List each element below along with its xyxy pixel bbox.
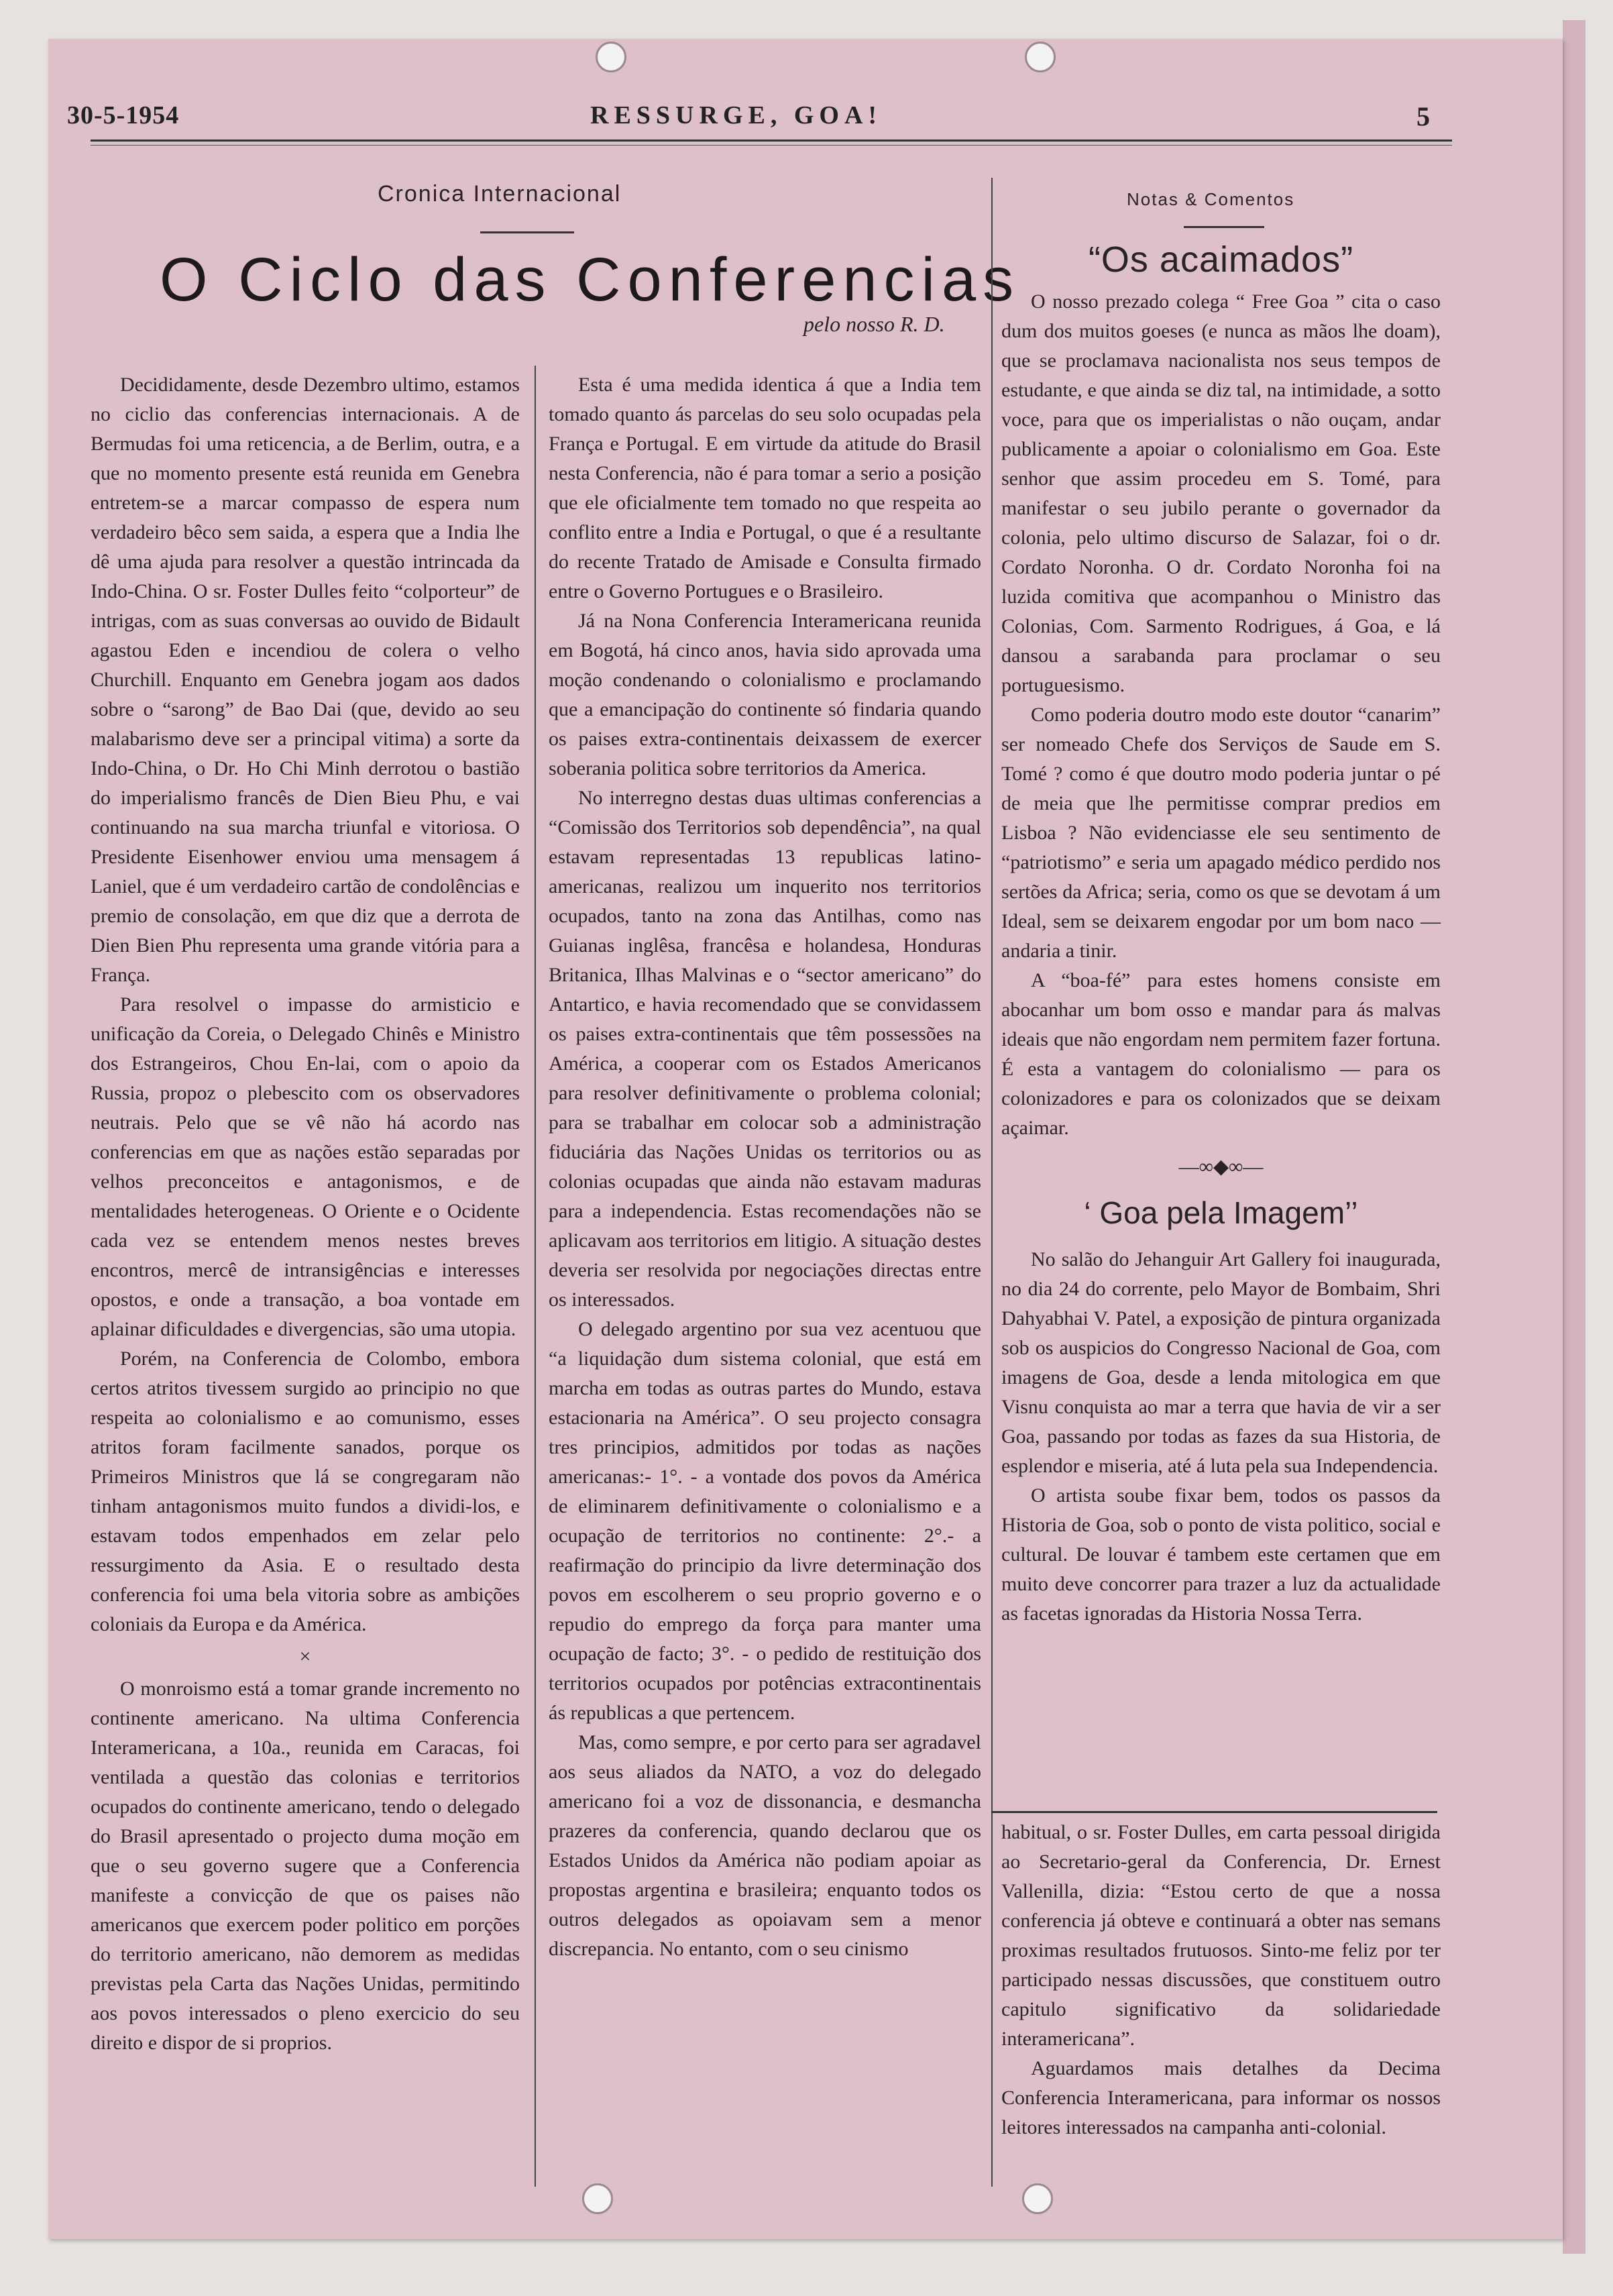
header-rule xyxy=(91,140,1452,142)
section-label-notas: Notas & Comentos xyxy=(1127,189,1295,209)
paragraph: No salão do Jehanguir Art Gallery foi inaugurada, no dia 24 do corrente, pelo Mayor de Bombaim, Shri Dahyabhai V. Patel, a exposição de pintura organizada sob os auspicios do Congresso Nacional de Goa, com imagens de Goa, desde a lenda mitologica em que Visnu conquista ao mar a terra que havia de vir a ser Goa, passando por todas as fazes da sua Historia, de esplendor e miseria, até á luta pela sua Independencia. xyxy=(1001,1248,1441,1477)
section-rule xyxy=(480,231,574,233)
paragraph: Porém, na Conferencia de Colombo, embora certos atritos tivessem surgido ao principio no que respeita ao colonialismo e ao comunismo, esses atritos foram facilmente sanados, porque os Primeiros Ministros que lá se congregaram não tinham antagonismos muito fundos a dividi-los, e estavam todos empenhados em zelar pelo ressurgimento da Asia. E o resultado desta conferencia foi uma bela vitoria sobre as ambições coloniais da Europa e da América. xyxy=(91,1348,520,1635)
punch-hole xyxy=(1022,2183,1053,2214)
paragraph: No interregno destas duas ultimas conferencias a “Comissão dos Territorios sob dependência”, na qual estavam representadas 13 republicas latino-americanas, realizou um inquerito nos territorios ocupados, tanto na zona das Antilhas, como nas Guianas inglêsa, francêsa e holandesa, Honduras Britanica, Ilhas Malvinas e o “sector americano” do Antartico, e havia recomendado que se convidassem os paises extra-continentais que têm possessões na América, a cooperar com os Estados Americanos para resolver definitivamente o problema colonial; para se trabalhar em colocar sob a administração fiduciária das Nações Unidas os territorios ou as colonias ocupadas que ainda não estavam maduras para a independencia. Estas recomendações não se aplicavam aos territorios em litigio. A situação destes deveria ser resolvida por negociações directas entre os interessados. xyxy=(549,787,981,1311)
continuation-rule xyxy=(991,1811,1437,1813)
paragraph: A “boa-fé” para estes homens consiste em abocanhar um bom osso e mandar para ás malvas ideais que não engordam nem permitem fazer fortuna. É esta a vantagem do colonialismo — para os colonizadores e para os colonizados que se deixam açaimar. xyxy=(1001,969,1441,1139)
article-column-1 xyxy=(91,370,520,2058)
column-divider xyxy=(991,178,993,2187)
section-divider: × xyxy=(299,1645,311,1668)
header-rule-thin xyxy=(91,145,1452,146)
paragraph: Decididamente, desde Dezembro ultimo, estamos no ciclio das conferencias internacionais. A de Bermudas foi uma reticencia, a de Berlim, outra, e a que no momento presente está reunida em Genebra entretem-se a marcar compasso de espera num verdadeiro bêco sem saida, a espera que a India lhe dê uma ajuda para resolver a questão intrincada da Indo-China. O sr. Foster Dulles feito “colporteur” de intrigas, com as suas conversas ao ouvido de Bidault agastou Eden e incendiou de colera o velho Churchill. Enquanto em Genebra jogam aos dados sobre o “sarong” de Bao Dai (que, devido ao seu malabarismo deve ser a principal vitima) a sorte da Indo-China, o Dr. Ho Chi Minh derrotou o bastião do imperialismo francês de Dien Bieu Phu, e vai continuando na sua marcha triunfal e vitoriosa. O Presidente Eisenhower enviou uma mensagem á Laniel, que é um verdadeiro cartão de condolências e premio de consolação, em que diz que a derrota de Dien Bien Phu representa uma grande vitória para a França. xyxy=(91,374,520,986)
article-title-goa-imagem: ‘ Goa pela Imagem’’ xyxy=(1084,1195,1358,1230)
paragraph: O nosso prezado colega “ Free Goa ” cita o caso dum dos muitos goeses (e nunca as mãos lhe doam), que se proclamava nacionalista nos seus tempos de estudante, e que ainda se diz tal, na intimidade, a sotto voce, para que os imperialistas o não ouçam, andar publicamente a apoiar o colonialismo em Goa. Este senhor que assim procedeu em S. Tomé, para manifestar o seu jubilo perante o governador da colonia, pelo ultimo discurso de Salazar, foi o dr. Cordato Noronha. O dr. Cordato Noronha foi na luzida comitiva que acompanhou o Ministro das Colonias, Com. Sarmento Rodrigues, á Goa, e lá dansou a sarabanda para proclamar o seu portuguesismo. xyxy=(1001,290,1441,696)
paragraph: Aguardamos mais detalhes da Decima Conferencia Interamericana, para informar os nossos leitores interessados na campanha anti-colonial. xyxy=(1001,2057,1441,2138)
newspaper-title: RESSURGE, GOA! xyxy=(590,101,883,129)
paper-edge xyxy=(1563,20,1586,2254)
paragraph: Como poderia doutro modo este doutor “canarim” ser nomeado Chefe dos Serviços de Saude em S. Tomé ? como é que doutro modo poderia juntar o pé de meia que lhe permitisse comprar predios em Lisboa ? Não evidenciasse ele seu sentimento de “patriotismo” e seria um apagado médico perdido nos sertões da Africa; seria, como os que se devotam á um Ideal, sem se deixarem engodar por um bom naco — andaria a tinir. xyxy=(1001,704,1441,962)
article-column-2 xyxy=(549,370,981,1964)
punch-hole xyxy=(582,2183,613,2214)
article-headline: O Ciclo das Conferencias xyxy=(160,245,1021,314)
paragraph: habitual, o sr. Foster Dulles, em carta pessoal dirigida ao Secretario-geral da Conferencia, Dr. Ernest Vallenilla, dizia: “Estou certo de que a nossa conferencia já obteve e continuará a obter nas semans proximas resultados frutuosos. Sinto-me feliz por ter participado nessas discussões, que constituem outro capitulo significativo da solidariedade interamericana”. xyxy=(1001,1821,1441,2050)
section-rule xyxy=(1184,226,1264,228)
article-byline: pelo nosso R. D. xyxy=(803,312,945,336)
paragraph: O monroismo está a tomar grande incremento no continente americano. Na ultima Conferencia Interamericana, a 10a., reunida em Caracas, foi ventilada a questão das colonias e territorios ocupados do continente americano, tendo o delegado do Brasil apresentado o projecto duma moção em que o seu governo sugere que a Conferencia manifeste a convicção de que os paises não americanos que exercem poder politico em porções do territorio americano, não demorem as medidas previstas pela Carta das Nações Unidas, permitindo aos povos interessados o pleno exercicio do seu direito e dispor de si proprios. xyxy=(91,1678,520,2054)
paragraph: O delegado argentino por sua vez acentuou que “a liquidação dum sistema colonial, que está em marcha em todas as outras partes do Mundo, estava estacionaria na América”. O seu projecto consagra tres principios, admitidos por todas as nações americanas:- 1°. - a vontade dos povos da América de eliminarem definitivamente o colonialismo e a ocupação de territorios no continente: 2°.- a reafirmação do principio da livre determinação dos povos em escolherem o seu proprio governo e o repudio do emprego da força para manter uma ocupação de facto; 3°. - o pedido de restituição dos territorios ocupados por potências extracontinentais ás republicas a que pertencem. xyxy=(549,1318,981,1724)
continuation-column xyxy=(1001,1818,1441,2142)
punch-hole xyxy=(1025,42,1056,72)
paragraph: Para resolvel o impasse do armisticio e unificação da Coreia, o Delegado Chinês e Ministro dos Estrangeiros, Chou En-lai, com o apoio da Russia, propoz o plebescito com os observadores neutrais. Pelo que se vê não há acordo nas conferencias em que as nações estão separadas por velhos preconceitos e antagonismos, e de mentalidades heterogeneas. O Oriente e o Ocidente cada vez se entendem menos nestes breves encontros, mercê de intransigências e interesses opostos, e onde a transação, a boa vontade em aplainar dificuldades e divergencias, são uma utopia. xyxy=(91,993,520,1340)
punch-hole xyxy=(596,42,626,72)
ornament-divider: —∞◆∞— xyxy=(1178,1156,1264,1178)
issue-date: 30-5-1954 xyxy=(67,101,180,129)
paragraph: Já na Nona Conferencia Interamericana reunida em Bogotá, há cinco anos, havia sido aprovada uma moção condenando o colonialismo e proclamando que a emancipação do continente só findaria quando os paises extra-continentais deixassem de exercer soberania politica sobre territorios da America. xyxy=(549,610,981,779)
section-label-cronica: Cronica Internacional xyxy=(378,181,622,207)
page-number: 5 xyxy=(1416,101,1430,131)
paragraph: Mas, como sempre, e por certo para ser agradavel aos seus aliados da NATO, a voz do delegado americano foi a voz de dissonancia, e desmancha prazeres da conferencia, quando declarou que os Estados Unidos da América não podiam apoiar as propostas argentina e brasileira; enquanto todos os outros delegados as opoiavam sem a menor discrepancia. No entanto, com o seu cinismo xyxy=(549,1731,981,1960)
article-title-acaimados: “Os acaimados” xyxy=(1088,239,1354,280)
paragraph: O artista soube fixar bem, todos os passos da Historia de Goa, sob o ponto de vista politico, social e cultural. De louvar é tambem este certamen que em muito deve concorrer para trazer a luz da actualidade as facetas ignoradas da Historia Nossa Terra. xyxy=(1001,1484,1441,1625)
article-column-3 xyxy=(1001,287,1441,1629)
paragraph: Esta é uma medida identica á que a India tem tomado quanto ás parcelas do seu solo ocupadas pela França e Portugal. E em virtude da atitude do Brasil nesta Conferencia, não é para tomar a serio a posição que ele oficialmente tem tomado no que respeita ao conflito entre a India e Portugal, o que é a resultante do recente Tratado de Amisade e Consulta firmado entre o Governo Portugues e o Brasileiro. xyxy=(549,374,981,602)
column-divider xyxy=(535,366,536,2187)
